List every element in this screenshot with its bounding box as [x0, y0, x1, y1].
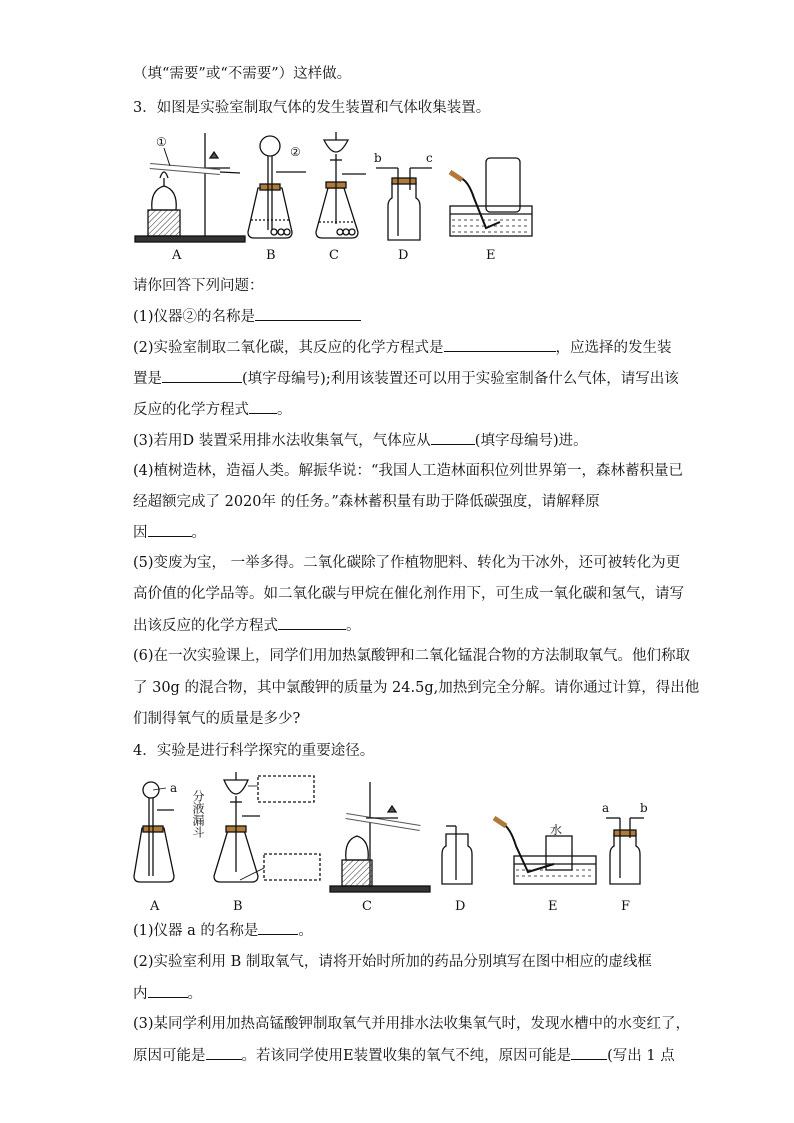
blank-line[interactable]: [571, 1045, 607, 1060]
blank-line[interactable]: [258, 920, 298, 935]
text: 。: [346, 618, 361, 634]
question-3-5: (5)变废为宝， 一举多得。二氧化碳除了作植物肥料、转化为干冰外，还可被转化为更: [133, 555, 681, 571]
question-4-3: (3)某同学利用加热高锰酸钾制取氧气并用排水法收集氧气时，发现水槽中的水变红了，: [133, 1016, 691, 1032]
label-f-a: a: [602, 801, 610, 815]
text: ，应选择的发生装: [555, 340, 672, 356]
fig1-caption-c: C: [329, 248, 339, 263]
label-funnel: 分液漏斗: [191, 790, 205, 838]
text: 。: [191, 525, 206, 541]
blank-line[interactable]: [148, 983, 188, 998]
blank-line[interactable]: [162, 368, 242, 383]
text: (写出 1 点: [607, 1048, 675, 1064]
fig2-caption-d: D: [455, 899, 466, 914]
blank-line[interactable]: [148, 522, 192, 537]
text-line: [133, 522, 206, 543]
question-3-title: 3．如图是实验室制取气体的发生装置和气体收集装置。: [133, 100, 491, 116]
text: 。若该同学使用E装置收集的氧气不纯，原因可能是: [241, 1048, 572, 1064]
text: 。: [277, 402, 292, 418]
text: 原因可能是: [133, 1048, 206, 1064]
apparatus-d: [376, 168, 432, 240]
label-f-b: b: [640, 801, 648, 815]
text: 反应的化学方程式: [133, 402, 249, 418]
question-4-title: 4．实验是进行科学探究的重要途径。: [133, 743, 375, 759]
text: (填字母编号)进。: [474, 433, 588, 449]
question-3-4: (4)植树造林，造福人类。解振华说：“我国人工造林面积位列世界第一，森林蓄积量已: [133, 463, 683, 479]
text-line: [133, 399, 292, 420]
blank-line[interactable]: [278, 615, 346, 630]
text-line: 们制得氧气的质量是多少?: [133, 711, 301, 727]
text-line: （填“需要”或“不需要”）这样做。: [133, 66, 352, 82]
blank-line[interactable]: [206, 1045, 242, 1060]
blank-line[interactable]: [431, 430, 475, 445]
fig1-caption-a: A: [172, 248, 182, 263]
text: (3)若用D 装置采用排水法收集氧气，气体应从: [133, 433, 431, 449]
apparatus-d: [442, 826, 472, 884]
apparatus-a: [135, 133, 245, 242]
question-3-1: [133, 306, 361, 327]
fig1-caption-b: B: [266, 248, 276, 263]
text-line: [133, 368, 679, 389]
text: 。: [187, 986, 202, 1002]
fig2-caption-e: E: [548, 899, 558, 914]
fig2-caption-f: F: [621, 899, 631, 914]
apparatus-b: [214, 772, 320, 882]
label-circle-1: ①: [156, 135, 167, 149]
apparatus-a: [134, 782, 174, 882]
text: 内: [133, 986, 148, 1002]
fig1-caption-e: E: [486, 248, 496, 263]
text: 因: [133, 525, 148, 541]
text-line: 请你回答下列问题：: [133, 278, 264, 294]
text: 置是: [133, 371, 162, 387]
figure-1-apparatus: [130, 128, 550, 264]
question-4-2: (2)实验室利用 B 制取氧气，请将开始时所加的药品分别填写在图中相应的虚线框: [133, 954, 652, 970]
question-3-2: [133, 337, 672, 358]
text-line: [133, 615, 361, 636]
text: 。: [298, 923, 313, 939]
fig2-caption-c: C: [362, 899, 372, 914]
label-water: 水: [550, 823, 563, 837]
fig2-caption-b: B: [233, 899, 243, 914]
question-3-6: (6)在一次实验课上，同学们用加热氯酸钾和二氧化锰混合物的方法制取氧气。他们称取: [133, 648, 691, 664]
question-4-1: [133, 920, 313, 941]
apparatus-f: [606, 818, 644, 884]
text-line: [133, 1045, 675, 1066]
text-line: 高价值的化学品等。如二氧化碳与甲烷在催化剂作用下，可生成一氧化碳和氢气，请写: [133, 586, 684, 602]
label-b: b: [374, 151, 382, 165]
blank-line[interactable]: [255, 306, 361, 321]
apparatus-c: [330, 782, 430, 892]
text: (2)实验室制取二氧化碳，其反应的化学方程式是: [133, 340, 444, 356]
text-line: 经超额完成了 2020年 的任务。”森林蓄积量有助于降低碳强度，请解释原: [133, 494, 600, 510]
apparatus-e: [450, 158, 532, 236]
label-circle-2: ②: [290, 145, 301, 159]
blank-line[interactable]: [444, 337, 556, 352]
text: (1)仪器 a 的名称是: [133, 923, 259, 939]
text-line: 了 30g 的混合物，其中氯酸钾的质量为 24.5g,加热到完全分解。请你通过计算，得出他: [133, 680, 700, 696]
apparatus-e: [494, 818, 596, 884]
text: 出该反应的化学方程式: [133, 618, 278, 634]
text-line: [133, 983, 202, 1004]
fig2-caption-a: A: [150, 899, 160, 914]
label-a: a: [170, 781, 178, 795]
figure-2-apparatus: [130, 772, 660, 896]
text: (1)仪器②的名称是: [133, 309, 256, 325]
label-c: c: [426, 151, 433, 165]
blank-line[interactable]: [249, 399, 277, 414]
question-3-3: [133, 430, 588, 451]
fig1-caption-d: D: [398, 248, 409, 263]
text: (填字母编号);利用该装置还可以用于实验室制备什么气体，请写出该: [242, 371, 679, 387]
apparatus-c: [316, 132, 366, 238]
